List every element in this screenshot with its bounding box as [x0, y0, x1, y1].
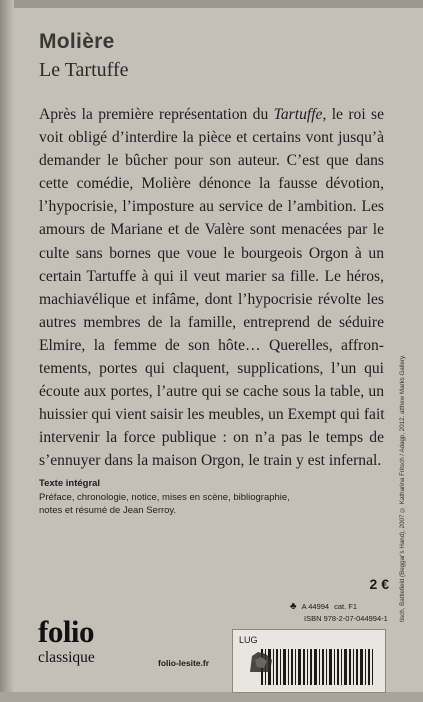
- blurb-segment: voit obligé d’interdire la pièce et certains vont jusqu’à: [39, 129, 384, 147]
- image-credit: tisch, Battlefield (Beggar’s Hand), 2007 © Katharina Fritsch / Adagp, 2012. atthew Marks Gallery.: [399, 354, 406, 622]
- blurb-line: [39, 311, 384, 334]
- blurb-line: [39, 242, 384, 265]
- blurb-segment: s’ennuyer dans la maison Orgon, le train y est infernal.: [39, 452, 382, 470]
- blurb-line: [39, 334, 384, 357]
- blurb-segment: l’hypocrisie, l’imposture au service de l’ambition. Les: [39, 198, 384, 216]
- blurb-line: [39, 172, 384, 195]
- blurb-segment: autres membres de la famille, entreprend de séduire: [39, 313, 384, 331]
- blurb-line: [39, 218, 384, 241]
- blurb-segment: amours de Mariane et de Valère sont menacées par le: [39, 221, 384, 239]
- blurb-segment: machiavélique et infâme, dont l’hypocrisie révolte les: [39, 290, 384, 308]
- cat-label: cat. F1: [334, 602, 358, 611]
- blurb-line: [39, 288, 384, 311]
- isbn: ISBN 978-2-07-044994-1: [304, 614, 388, 623]
- contents-line: Préface, chronologie, notice, mises en scène, bibliographie,: [39, 492, 290, 503]
- contents-line: notes et résumé de Jean Serroy.: [39, 505, 177, 516]
- author-name: Molière: [39, 30, 115, 53]
- integral-label: Texte intégral: [39, 478, 101, 489]
- barcode-icon: [259, 647, 379, 687]
- blurb-line: [39, 426, 384, 449]
- blurb-segment: huissier qui vient saisir les meubles, un Exempt qui fait: [39, 406, 385, 424]
- blurb-segment: Après la première représentation du: [39, 106, 274, 123]
- sticker-label: LUG: [239, 635, 258, 645]
- blurb-text: [39, 103, 384, 473]
- brand-sub: classique: [38, 649, 95, 666]
- catalog-row: [290, 601, 357, 612]
- brand-word: folio: [38, 614, 95, 649]
- ornament-icon: ♣: [290, 601, 297, 612]
- cover-spine-edge: [0, 0, 14, 702]
- blurb-line: [39, 195, 384, 218]
- blurb-segment: , le roi se: [322, 106, 384, 123]
- blurb-line: [39, 449, 384, 472]
- catalog-number: A 44994: [301, 602, 330, 611]
- cover-bottom-edge: [0, 692, 423, 702]
- blurb-segment: Elmire, la femme de son hôte… Querelles, affron-: [39, 336, 384, 354]
- blurb-line: [39, 265, 384, 288]
- folio-logo: [38, 615, 118, 671]
- blurb-segment: tements, portes qui claquent, supplications, l’un qui: [39, 360, 384, 378]
- blurb-title-italic: Tartuffe: [273, 106, 323, 123]
- blurb-line: [39, 126, 384, 149]
- blurb-segment: intervenir la force publique : on n’a pas le temps de: [39, 429, 384, 447]
- price: 2 €: [369, 576, 389, 592]
- website-link[interactable]: folio-lesite.fr: [158, 658, 210, 668]
- blurb-segment: cette comédie, Molière dénonce la fausse dévotion,: [39, 175, 384, 193]
- blurb-line: [39, 403, 384, 426]
- blurb-line: [39, 380, 384, 403]
- blurb-segment: demander le bûcher pour son auteur. C’est que dans: [39, 152, 384, 170]
- book-title: Le Tartuffe: [39, 59, 129, 81]
- blurb-segment: culte sans bornes que voue le bourgeois Orgon à un: [39, 244, 384, 262]
- blurb-segment: écoute aux portes, l’autre qui se cache sous la table, un: [39, 383, 384, 401]
- library-stamp-icon: [246, 646, 276, 676]
- cover-top-edge: [0, 0, 423, 8]
- blurb-line: [39, 357, 384, 380]
- blurb-segment: certain Tartuffe à qui il veut marier sa fille. Le héros,: [39, 267, 384, 285]
- contents-description: [39, 491, 339, 517]
- blurb-line: [39, 103, 384, 126]
- blurb-line: [39, 149, 384, 172]
